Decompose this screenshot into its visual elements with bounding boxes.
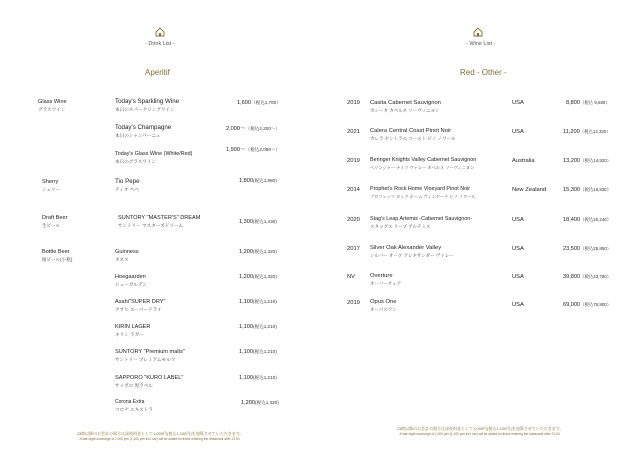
drink-item: Asahi"SUPER DRY" アサヒ スーパードライ <box>115 299 166 312</box>
wine-vintage: 2020 <box>347 217 360 223</box>
wine-vintage: 2014 <box>347 187 360 193</box>
drink-price: 1,200(税込1,320) <box>239 274 277 280</box>
drink-price: 1,100(税込1,210) <box>239 299 277 305</box>
wine-name: Overture オーバーチュア <box>370 273 402 286</box>
house-logo-icon <box>473 27 483 37</box>
drink-item: Guinness ギネス <box>115 249 139 262</box>
drink-item: Corona Extra コロナ エキストラ <box>115 399 153 412</box>
drink-item: SAPPORO "KURO LABEL" サッポロ 黒ラベル <box>115 375 184 388</box>
wine-name: Calera Central Coast Pinot Noir カレラ セントラル コースト ピノ ノワール <box>370 128 456 141</box>
wine-name: Opus One オーパスワン <box>370 299 397 312</box>
category-bottle-beer: Bottle Beer 瓶ビール(小瓶) <box>42 249 73 262</box>
wine-name: Silver Oak Alexander Valley シルバー オーク アレキサンダー ヴァレー <box>370 245 454 258</box>
late-night-note: 23時以降のお会計の場合は深夜料金として1,000円(税込1,100円)を加算させていただきます。 A late-night surcharge of 1,000 yen (1,100 yen incl. tax) will be added for those entering the restaurant after 21:00. <box>76 431 244 441</box>
drink-price: 1,300(税込1,430) <box>239 219 277 225</box>
wine-price: 15,300（税込16,830） <box>563 187 612 193</box>
wine-vintage: 2019 <box>347 100 360 106</box>
wine-name: Casita Cabernet Sauvignon カシータ カベルネ ソーヴィニヨン <box>370 100 441 113</box>
drink-item: Today's Champagne 本日のシャンパーニュ <box>115 124 172 138</box>
house-logo-icon <box>155 27 165 37</box>
wine-price: 11,200（税込12,320） <box>563 129 611 135</box>
drink-item: Today's Glass Wine (White/Red) 本日のグラスワイン <box>115 151 193 164</box>
wine-vintage: 2019 <box>347 158 360 164</box>
drink-price: 1,100(税込1,210) <box>239 324 277 330</box>
wine-price: 13,200（税込14,520） <box>563 158 612 164</box>
category-draft-beer: Draft Beer 生ビール <box>42 215 68 228</box>
wine-country: New Zealand <box>512 187 547 193</box>
wine-price: 23,500（税込25,850） <box>563 246 612 252</box>
wine-country: USA <box>512 217 524 223</box>
category-glass-wine: Glass Wine グラスワイン <box>38 99 67 112</box>
wine-price: 8,800（税込 9,680） <box>566 100 610 106</box>
wine-vintage: NV <box>347 274 356 280</box>
aperitif-heading: Aperitif <box>145 68 170 77</box>
wine-name: Prophet's Rock Home Vineyard Pinot Noir プロフェッツ ロック ホーム ヴィンヤード ピノ ノワール <box>370 186 476 199</box>
category-sherry: Sherry シェリー <box>42 179 61 192</box>
wine-country: Australia <box>512 158 535 164</box>
drink-price: 1,800(税込1,980) <box>239 178 277 184</box>
drink-item: SUNTORY "MASTER'S" DREAM サントリー マスターズドリーム <box>118 215 201 228</box>
drink-item: Today's Sparkling Wine 本日のスパークリングワイン <box>115 98 180 112</box>
drink-price: 1,900〜（税込2,090〜） <box>226 147 281 153</box>
drink-item: SUNTORY "Premium malts" サントリー プレミアムモルツ <box>115 349 185 362</box>
wine-country: USA <box>512 246 524 252</box>
drink-price: 2,000〜（税込2,200〜） <box>226 126 281 132</box>
drink-price: 1,200(税込1,320) <box>239 249 277 255</box>
drink-item: KIRIN LAGER キリン ラガー <box>115 324 151 337</box>
wine-vintage: 2017 <box>347 246 360 252</box>
drink-price: 1,200(税込1,320) <box>241 400 279 406</box>
wine-country: USA <box>512 100 524 106</box>
drink-list-label: - Drink List - <box>145 41 175 47</box>
drink-price: 1,600（税込1,760） <box>237 100 281 106</box>
late-night-note: 23時以降のお会計の場合は深夜料金として1,000円(税込1,100円)を加算させていただきます。 A late-night surcharge of 1,000 yen (1,100 yen incl. tax) will be added for those entering the restaurant after 21:00. <box>396 426 564 436</box>
wine-vintage: 2021 <box>347 129 360 135</box>
drink-price: 1,100(税込1,210) <box>239 375 277 381</box>
wine-price: 69,000（税込75,900） <box>563 302 612 308</box>
drink-price: 1,100(税込1,210) <box>239 349 277 355</box>
wine-vintage: 2019 <box>347 300 360 306</box>
wine-country: USA <box>512 274 524 280</box>
wine-name: Stag's Leap Artemis -Cabernet Sauvignon- スタッグス リープ アルテミス <box>370 216 473 229</box>
wine-country: USA <box>512 302 524 308</box>
drink-item: Hoegaarden ヒューガルデン <box>115 274 147 287</box>
wine-name: Beringer Knights Valley Cabernet Sauvignon ベリンジャー ナイツ ヴァレー カベルネ ソーヴィニヨン <box>370 157 477 170</box>
wine-price: 18,400（税込20,240） <box>563 217 612 223</box>
wine-price: 39,800（税込43,780） <box>563 274 612 280</box>
drink-item: Tio Pepe ティオ ペペ <box>115 178 140 192</box>
red-other-heading: Red - Other - <box>460 68 507 77</box>
wine-list-label: - Wine List - <box>466 41 496 47</box>
wine-country: USA <box>512 129 524 135</box>
wine-list-page <box>320 0 640 453</box>
